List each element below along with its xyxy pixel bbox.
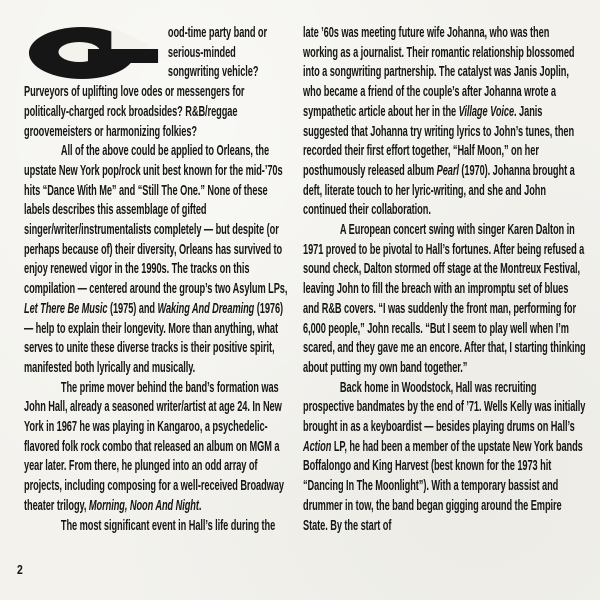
text-segment: The most significant event in Hall’s life during the (60, 516, 276, 534)
left-column (24, 23, 290, 535)
paragraph (303, 378, 586, 536)
text-segment: (1970). Johanna brought a deft, literate touch to her lyric-writing, and she and John continued their collaboration. (303, 161, 575, 219)
text-segment: (1975) and (107, 299, 158, 317)
page-number: 2 (17, 562, 23, 577)
text-segment: ood-time party band or serious-minded songwriting vehicle? Purveyors of uplifting love odes or messengers for politically-charged rock broadsides? R&B/reggae groovemeisters or harmonizing folkies? (24, 24, 268, 140)
text-segment: Back home in Woodstock, Hall was recruiting prospective bandmates by the end of ’71. Wells Kelly was initially brought in as a keyboardist — besides playing drums on Hall’s (303, 378, 586, 436)
paragraph (303, 220, 586, 378)
text-segment: late ’60s was meeting future wife Johanna, who was then working as a journalist. Their romantic relationship blossomed into a songwriting partnership. The catalyst was Janis Joplin, who became a friend of the couple’s after Johanna wrote a sympathetic article about her in the (303, 24, 575, 120)
italic-text: Pearl (436, 161, 459, 179)
text-segment: . (198, 496, 202, 514)
text-segment: (1976) — help to explain their longevity. More than anything, what serves to unite these diverse tracks is their positive spirit, manifested both lyrically and musically. (24, 299, 284, 376)
italic-text: Let There Be Music (24, 299, 108, 317)
text-segment: The prime mover behind the band’s formation was John Hall, already a seasoned writer/artist at age 24. In New York in 1967 he was playing in Kangaroo, a psychedelic-flavored folk rock combo that released an album on MGM a year later. From there, he plunged into an odd array of projects, including composing for a well-received Broadway theater trilogy, (24, 378, 284, 514)
drop-cap-g-icon (24, 25, 161, 81)
paragraph (24, 516, 290, 536)
text-segment: A European concert swing with singer Karen Dalton in 1971 proved to be pivotal to Hall’s fortunes. After being refused a sound check, Dalton stormed off stage at the Montreux Festival, leaving John to fill the breach with an impromptu set of blues and R&B covers. “I was suddenly the front man, performing for 6,000 people,” John recalls. “But I seem to play well when I’m scared, and they gave me an encore. After that, I starting thinking about putting my own band together.” (303, 221, 586, 376)
paragraph (303, 23, 586, 220)
text-segment: All of the above could be applied to Orleans, the upstate New York pop/rock unit best known for the mid-’70s hits “Dance With Me” and “Still The One.” None of these labels describes this assemblage of gifted singer/writer/instrumentalists completely — but despite (or perhaps because of) their diversity, Orleans has survived to enjoy renewed vigor in the 1990s. The tracks on this compilation — centered around the group’s two Asylum LPs, (24, 142, 288, 298)
italic-text: Waking And Dreaming (157, 299, 255, 317)
italic-text: Morning, Noon And Night (88, 496, 199, 514)
right-column (303, 23, 586, 535)
paragraph (24, 378, 290, 516)
italic-text: Action (303, 437, 332, 455)
text-segment: LP, he had been a member of the upstate New York bands Boffalongo and King Harvest (best known for the 1973 hit “Dancing In The Moonlight”). With a temporary bassist and drummer in tow, the band began gigging around the Empire State. By the start of (303, 437, 583, 534)
paragraph (24, 141, 290, 377)
italic-text: Village Voice (458, 102, 515, 120)
text-segment: . Janis suggested that Johanna try writing lyrics to John’s tunes, then recorded their first effort together, “Half Moon,” on her posthumously released album (303, 102, 575, 179)
